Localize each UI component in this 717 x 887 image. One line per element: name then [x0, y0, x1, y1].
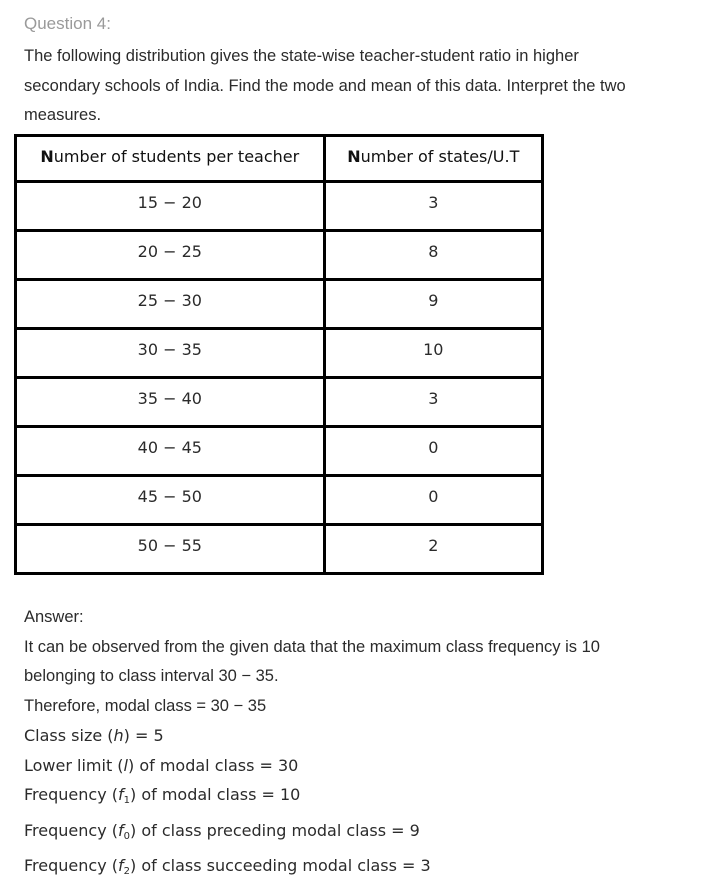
- header-students-per-teacher: [16, 136, 325, 182]
- text: ) of modal class = 10: [130, 785, 301, 804]
- count-cell: 3: [324, 378, 542, 427]
- table-row: [16, 378, 543, 427]
- variable-f: f: [117, 820, 124, 840]
- table-row: [16, 280, 543, 329]
- header-initial: N: [40, 147, 54, 166]
- table-row: [16, 329, 543, 378]
- interval-cell: 40 − 45: [16, 427, 325, 476]
- count-cell: 9: [324, 280, 542, 329]
- question-text: [24, 42, 714, 131]
- count-cell: 2: [324, 525, 542, 574]
- count-cell: 3: [324, 182, 542, 231]
- header-number-of-states: [324, 136, 542, 182]
- table-row: [16, 525, 543, 574]
- f0-line: [24, 816, 714, 852]
- subscript: 2: [123, 866, 130, 877]
- table-row: [16, 231, 543, 280]
- text: Class size (: [24, 726, 114, 745]
- interval-cell: 20 − 25: [16, 231, 325, 280]
- answer-section: [24, 603, 714, 887]
- header-rest: umber of states/U.T: [360, 147, 520, 166]
- subscript: 0: [123, 830, 130, 842]
- variable-f: f: [117, 856, 124, 875]
- text: ) of class succeeding modal class = 3: [130, 856, 431, 875]
- text: Frequency (: [24, 785, 118, 804]
- variable-l: l: [123, 755, 128, 775]
- question-text-line: secondary schools of India. Find the mode and mean of this data. Interpret the two: [24, 76, 626, 95]
- interval-cell: 30 − 35: [16, 329, 325, 378]
- f2-line: [24, 851, 714, 887]
- interval-cell: 50 − 55: [16, 525, 325, 574]
- distribution-table: [14, 134, 544, 575]
- interval-cell: 35 − 40: [16, 378, 325, 427]
- count-cell: 10: [324, 329, 542, 378]
- table-row: [16, 427, 543, 476]
- text: Frequency (: [24, 820, 118, 840]
- question-title: Question 4:: [24, 14, 111, 33]
- answer-line: It can be observed from the given data that the maximum class frequency is 10: [24, 637, 600, 656]
- text: ) = 5: [123, 726, 164, 745]
- answer-label: Answer:: [24, 608, 84, 626]
- header-rest: umber of students per teacher: [53, 147, 300, 166]
- count-cell: 0: [324, 427, 542, 476]
- class-size-line: [24, 721, 714, 751]
- table-row: [16, 182, 543, 231]
- answer-line: belonging to class interval 30 − 35.: [24, 667, 279, 685]
- interval-cell: 25 − 30: [16, 280, 325, 329]
- lower-limit-line: [24, 751, 714, 781]
- variable-f: f: [117, 785, 124, 804]
- modal-class-line: Therefore, modal class = 30 − 35: [24, 696, 267, 715]
- text: ) of class preceding modal class = 9: [130, 820, 420, 840]
- count-cell: 0: [324, 476, 542, 525]
- table-header-row: [16, 136, 543, 182]
- text: Lower limit (: [24, 755, 124, 775]
- text: Frequency (: [24, 856, 118, 875]
- interval-cell: 15 − 20: [16, 182, 325, 231]
- interval-cell: 45 − 50: [16, 476, 325, 525]
- question-text-line: measures.: [24, 106, 102, 124]
- subscript: 1: [123, 795, 130, 806]
- variable-h: h: [113, 726, 124, 745]
- text: ) of modal class = 30: [128, 755, 299, 775]
- count-cell: 8: [324, 231, 542, 280]
- header-initial: N: [347, 147, 361, 166]
- f1-line: [24, 780, 714, 816]
- question-text-line: The following distribution gives the state-wise teacher-student ratio in higher: [24, 47, 579, 65]
- table-row: [16, 476, 543, 525]
